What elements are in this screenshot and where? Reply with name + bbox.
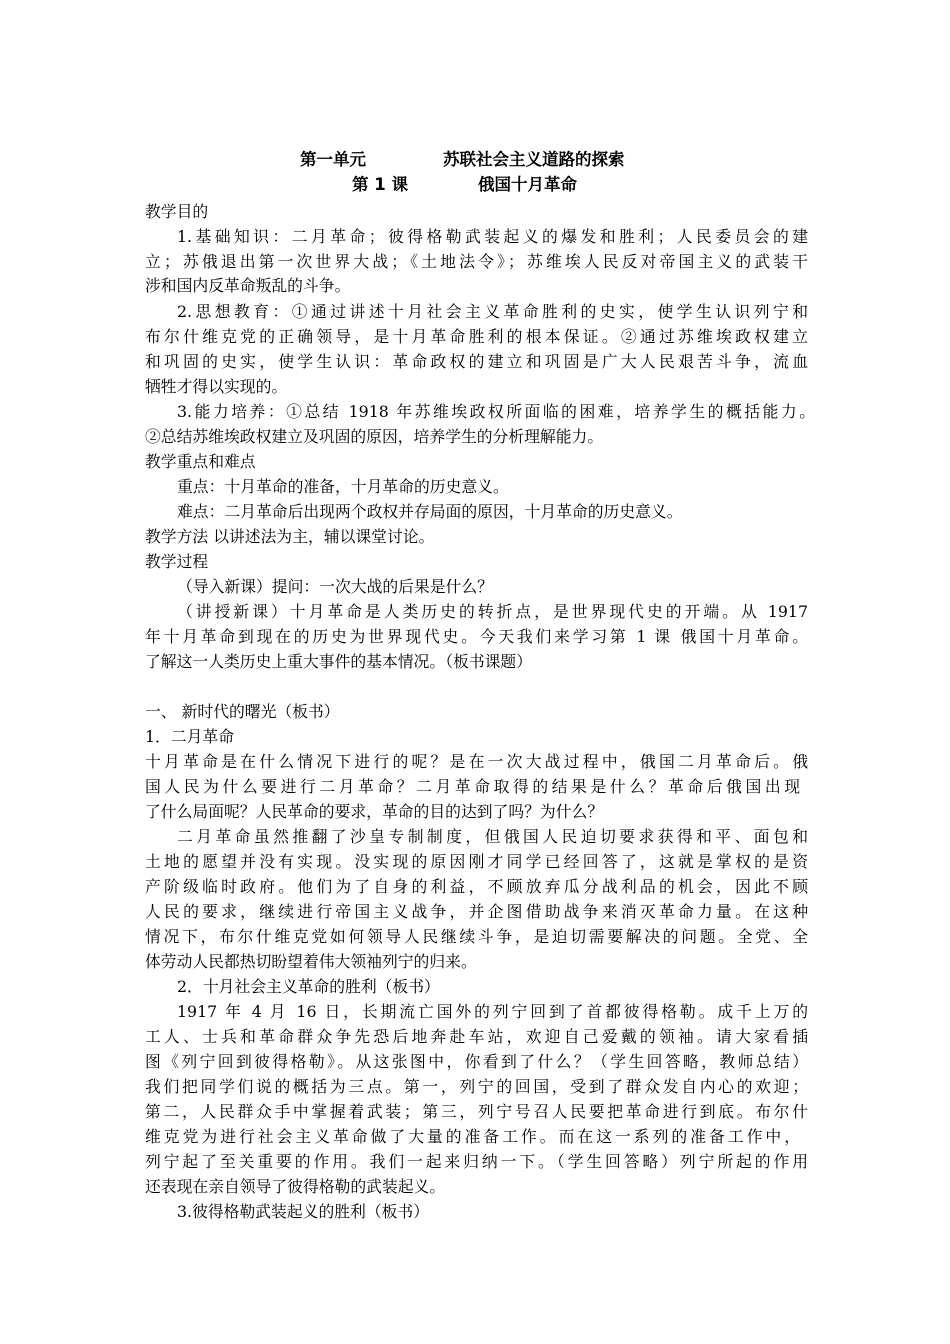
section-heading-key-points: 教学重点和难点 (145, 452, 256, 471)
paragraph-line: 图《列宁回到彼得格勒》。从这张图中，你看到了什么？（学生回答略，教师总结） (145, 1052, 808, 1071)
section-heading-objectives: 教学目的 (145, 202, 209, 221)
paragraph-line: 还表现在亲自领导了彼得格勒的武装起义。 (145, 1177, 446, 1196)
paragraph-line: 了什么局面呢？人民革命的要求，革命的目的达到了吗？为什么？ (145, 802, 604, 821)
paragraph-line: 了解这一人类历史上重大事件的基本情况。（板书课题） (145, 652, 533, 671)
paragraph-line: 情况下，布尔什维克党如何领导人民继续斗争，是迫切需要解决的问题。全党、全 (145, 927, 808, 946)
lesson-label: 第 1 课 (352, 175, 408, 194)
paragraph-line: ②总结苏维埃政权建立及巩固的原因，培养学生的分析理解能力。 (145, 427, 604, 446)
paragraph-line: 产阶级临时政府。他们为了自身的利益，不顾放弃瓜分战利品的机会，因此不顾 (145, 877, 808, 896)
paragraph-line: 布尔什维克党的正确领导，是十月革命胜利的根本保证。②通过苏维埃政权建立 (145, 327, 808, 346)
paragraph-line: 维克党为进行社会主义革命做了大量的准备工作。而在这一系列的准备工作中， (145, 1127, 800, 1146)
section-heading-process: 教学过程 (145, 552, 209, 571)
paragraph-line: 国人民为什么要进行二月革命？二月革命取得的结果是什么？革命后俄国出现 (145, 777, 800, 796)
paragraph-line: （导入新课）提问：一次大战的后果是什么？ (177, 577, 493, 596)
paragraph-line: 重点：十月革命的准备，十月革命的历史意义。 (177, 477, 509, 496)
lesson-title: 俄国十月革命 (478, 175, 577, 194)
subsection-heading: 1．二月革命 (145, 727, 235, 746)
paragraph-line: 牺牲才得以实现的。 (145, 377, 288, 396)
paragraph-line: 难点：二月革命后出现两个政权并存局面的原因，十月革命的历史意义。 (177, 502, 683, 521)
subsection-heading: 3.彼得格勒武装起义的胜利（板书） (177, 1202, 430, 1221)
paragraph-line: 和巩固的史实，使学生认识：革命政权的建立和巩固是广大人民艰苦斗争，流血 (145, 352, 808, 371)
paragraph-line: 体劳动人民都热切盼望着伟大领袖列宁的归来。 (145, 952, 477, 971)
paragraph-line: （讲授新课）十月革命是人类历史的转折点，是世界现代史的开端。从 1917 (177, 602, 808, 621)
paragraph-line: 工人、士兵和革命群众争先恐后地奔赴车站，欢迎自己爱戴的领袖。请大家看插 (145, 1027, 808, 1046)
paragraph-line: 土地的愿望并没有实现。没实现的原因刚才同学已经回答了，这就是掌权的是资 (145, 852, 808, 871)
paragraph-line: 我们把同学们说的概括为三点。第一，列宁的回国，受到了群众发自内心的欢迎； (145, 1077, 808, 1096)
paragraph-line: 1.基础知识：二月革命；彼得格勒武装起义的爆发和胜利；人民委员会的建 (177, 227, 808, 246)
unit-title: 苏联社会主义道路的探索 (443, 150, 625, 169)
paragraph-line: 二月革命虽然推翻了沙皇专制制度，但俄国人民迫切要求获得和平、面包和 (177, 827, 808, 846)
paragraph-line: 2.思想教育：①通过讲述十月社会主义革命胜利的史实，使学生认识列宁和 (177, 302, 808, 321)
paragraph-line: 立；苏俄退出第一次世界大战；《土地法令》；苏维埃人民反对帝国主义的武装干 (145, 252, 808, 271)
paragraph-line: 涉和国内反革命叛乱的斗争。 (145, 276, 351, 295)
unit-label: 第一单元 (300, 150, 366, 169)
paragraph-line: 人民的要求，继续进行帝国主义战争，并企图借助战争来消灭革命力量。在这种 (145, 902, 808, 921)
paragraph-line: 1917 年 4 月 16 日，长期流亡国外的列宁回到了首都彼得格勒。成千上万的 (177, 1002, 808, 1021)
paragraph-line: 3.能力培养：①总结 1918 年苏维埃政权所面临的困难，培养学生的概括能力。 (177, 402, 815, 421)
paragraph-line: 列宁起了至关重要的作用。我们一起来归纳一下。（学生回答略）列宁所起的作用 (145, 1152, 808, 1171)
subsection-heading: 2．十月社会主义革命的胜利（板书） (177, 977, 440, 996)
paragraph-line: 年十月革命到现在的历史为世界现代史。今天我们来学习第 1 课 俄国十月革命。 (145, 627, 808, 646)
teaching-method-line: 教学方法 以讲述法为主，辅以课堂讨论。 (145, 527, 435, 546)
section-heading-1: 一、 新时代的曙光（板书） (145, 702, 340, 721)
paragraph-line: 十月革命是在什么情况下进行的呢？是在一次大战过程中，俄国二月革命后。俄 (145, 752, 808, 771)
paragraph-line: 第二，人民群众手中掌握着武装；第三，列宁号召人民要把革命进行到底。布尔什 (145, 1102, 808, 1121)
